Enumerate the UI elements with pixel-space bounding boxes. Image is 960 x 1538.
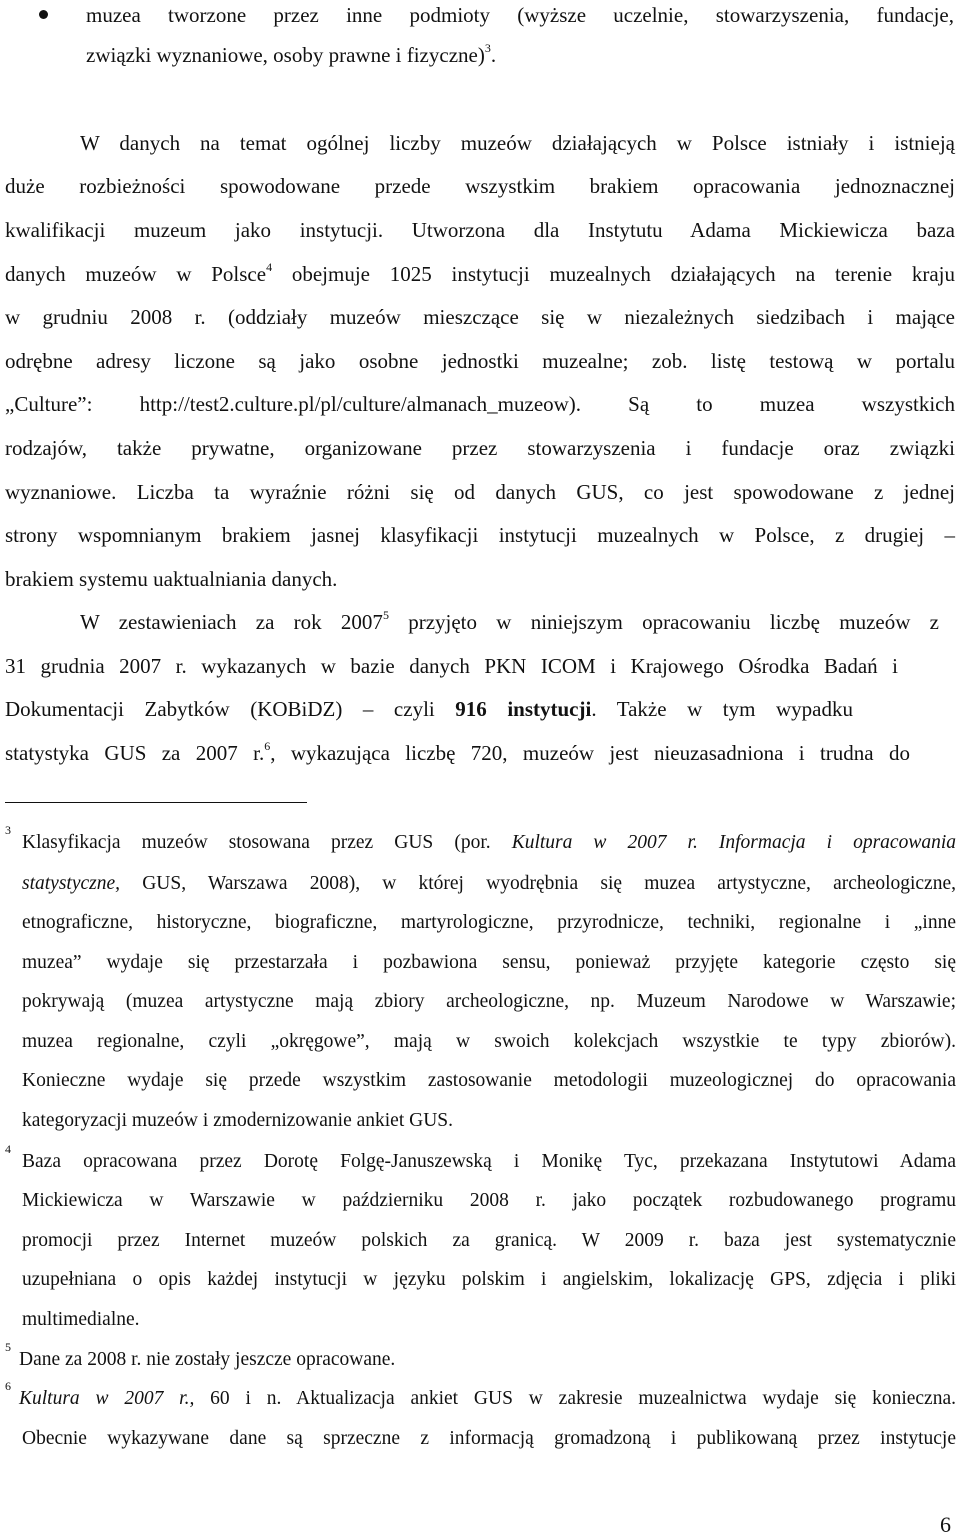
para1-line-10: strony wspomnianym brakiem jasnej klasyfikacji instytucji muzealnych w Polsce, z drugiej – <box>5 523 955 547</box>
para2-line-3: Dokumentacji Zabytków (KOBiDZ) – czyli 916 instytucji. Także w tym wypadku <box>5 697 854 721</box>
footnote-5-number: 5 <box>5 1339 11 1354</box>
footnote-3-line-7: Konieczne wydaje się przede wszystkim zastosowanie metodologii muzeologicznej do opracowania <box>22 1070 956 1091</box>
footnote-3-line-4: muzea” wydaje się przestarzała i pozbawiona sensu, ponieważ przyjęte kategorie często się <box>22 952 956 973</box>
para1-line-5: w grudniu 2008 r. (oddziały muzeów mieszczące się w niezależnych siedzibach i mające <box>5 305 955 329</box>
footnote-4-line-1: Baza opracowana przez Dorotę Folgę-Januszewską i Monikę Tyc, przekazana Instytutowi Adama <box>22 1151 956 1172</box>
footnote-3-line-2: statystyczne, GUS, Warszawa 2008), w której wyodrębnia się muzea artystyczne, archeologiczne, <box>22 873 956 894</box>
footnote-ref-5: 5 <box>382 608 389 622</box>
para1-line-3: kwalifikacji muzeum jako instytucji. Utworzona dla Instytutu Adama Mickiewicza baza <box>5 218 955 242</box>
footnote-4-number: 4 <box>5 1141 11 1156</box>
footnote-4-line-3: promocji przez Internet muzeów polskich za granicą. W 2009 r. baza jest systematycznie <box>22 1230 956 1251</box>
para1-line-2: duże rozbieżności spowodowane przede wszystkim brakiem opracowania jednoznacznej <box>5 174 955 198</box>
footnote-ref-3: 3 <box>484 41 491 55</box>
footnote-6-line-1: Kultura w 2007 r., 60 i n. Aktualizacja ankiet GUS w zakresie muzealnictwa wydaje się konieczna. <box>19 1388 956 1409</box>
footnote-4-line-4: uzupełniana o opis każdej instytucji w języku polskim i angielskim, lokalizację GPS, zdjęcia i pliki <box>22 1269 956 1290</box>
footnote-4-line-5: multimedialne. <box>22 1309 140 1330</box>
para1-line-1: W danych na temat ogólnej liczby muzeów działających w Polsce istniały i istnieją <box>80 131 955 155</box>
footnote-4-line-2: Mickiewicza w Warszawie w październiku 2008 r. jako początek rozbudowanego programu <box>22 1190 956 1211</box>
page-number: 6 <box>940 1512 951 1537</box>
para1-line-4: danych muzeów w Polsce$^4$ obejmuje 1025 instytucji muzealnych działających na terenie kraju <box>5 260 955 286</box>
bullet-line-1: muzea tworzone przez inne podmioty (wyższe uczelnie, stowarzyszenia, fundacje, <box>86 3 954 27</box>
para2-line-1: W zestawieniach za rok 2007$^5$ przyjęto w niniejszym opracowaniu liczbę muzeów z <box>80 608 940 634</box>
footnote-separator <box>5 802 307 803</box>
footnote-5-line-1: Dane za 2008 r. nie zostały jeszcze opracowane. <box>19 1349 396 1370</box>
footnote-3-line-1: Klasyfikacja muzeów stosowana przez GUS (por. Kultura w 2007 r. Informacja i opracowania <box>22 832 957 853</box>
para1-line-7: „Culture”: http://test2.culture.pl/pl/culture/almanach_muzeow). Są to muzea wszystkich <box>5 392 955 416</box>
bold-count: 916 instytucji <box>455 697 592 721</box>
footnote-3-line-3: etnograficzne, historyczne, biograficzne, martyrologiczne, przyrodnicze, techniki, regionalne i „inne <box>22 912 956 933</box>
para1-line-11: brakiem systemu uaktualniania danych. <box>5 567 338 591</box>
para1-line-6: odrębne adresy liczone są jako osobne jednostki muzealne; zob. listę testową w portalu <box>5 349 955 373</box>
footnote-6-number: 6 <box>5 1378 11 1393</box>
footnote-ref-4: 4 <box>266 260 273 274</box>
para1-line-8: rodzajów, także prywatne, organizowane przez stowarzyszenia i fundacje oraz związki <box>5 436 955 460</box>
footnote-3-line-6: muzea regionalne, czyli „okręgowe”, mają w swoich kolekcjach wszystkie te typy zbiorów). <box>22 1031 956 1052</box>
para2-line-4: statystyka GUS za 2007 r.$^6$, wykazująca liczbę 720, muzeów jest nieuzasadniona i trudna do <box>5 739 910 765</box>
footnote-6-line-2: Obecnie wykazywane dane są sprzeczne z informacją gromadzoną i publikowaną przez instytucje <box>22 1428 956 1449</box>
bullet-line-2: związki wyznaniowe, osoby prawne i fizyczne)$^3$. <box>86 41 497 67</box>
footnote-3-line-5: pokrywają (muzea artystyczne mają zbiory archeologiczne, np. Muzeum Narodowe w Warszawie; <box>22 991 956 1012</box>
footnote-3-number: 3 <box>5 822 11 837</box>
footnote-3-line-8: kategoryzacji muzeów i zmodernizowanie ankiet GUS. <box>22 1110 454 1131</box>
para2-line-2: 31 grudnia 2007 r. wykazanych w bazie danych PKN ICOM i Krajowego Ośrodka Badań i <box>5 654 898 678</box>
bullet-point <box>39 10 48 19</box>
para1-line-9: wyznaniowe. Liczba ta wyraźnie różni się od danych GUS, co jest spowodowane z jednej <box>5 480 955 504</box>
footnote-ref-6: 6 <box>264 739 271 753</box>
